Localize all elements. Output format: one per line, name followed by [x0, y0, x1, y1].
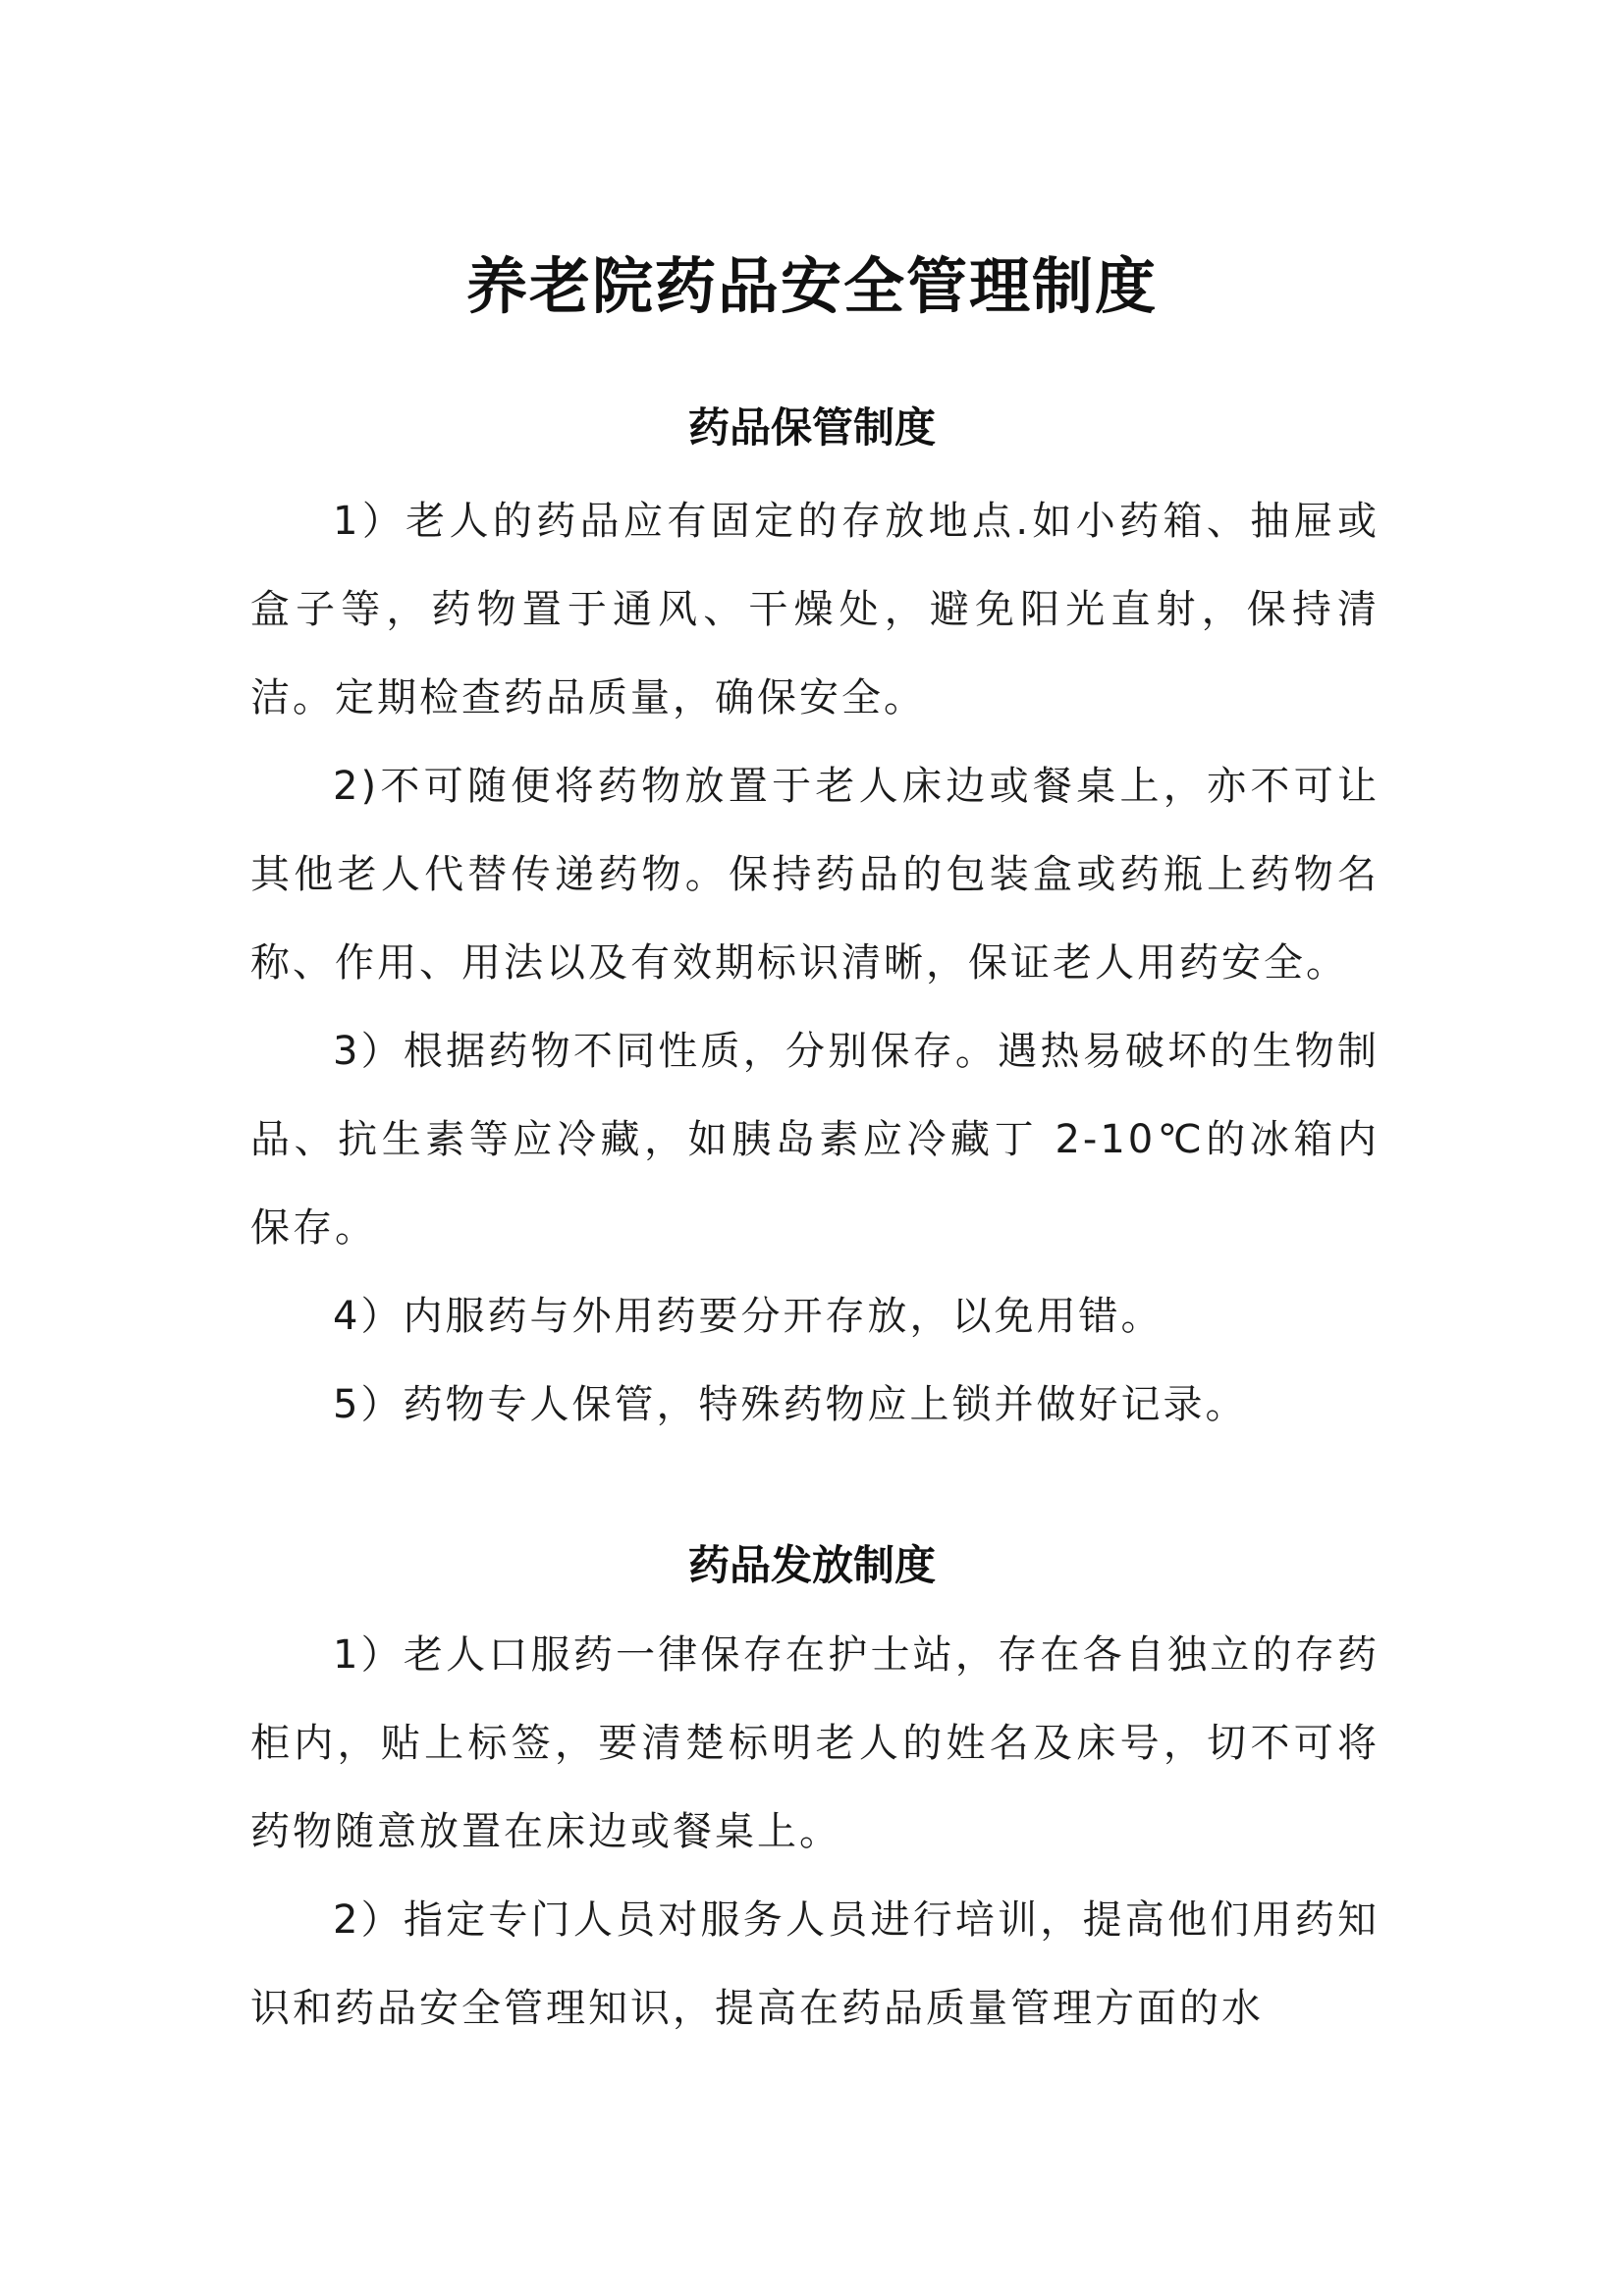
- storage-paragraph-5: 5）药物专人保管，特殊药物应上锁并做好记录。: [333, 1382, 1248, 1427]
- storage-paragraph-3: 3）根据药物不同性质，分别保存。遇热易破坏的生物制品、抗生素等应冷藏，如胰岛素应冷藏丁 2-10℃的冰箱内保存。: [250, 1029, 1380, 1251]
- storage-paragraph-4: 4）内服药与外用药要分开存放，以免用错。: [333, 1294, 1164, 1339]
- storage-paragraph-2: 2)不可随便将药物放置于老人床边或餐桌上，亦不可让其他老人代替传递药物。保持药品的包装盒或药瓶上药物名称、作用、用法以及有效期标识清晰，保证老人用药安全。: [250, 764, 1380, 986]
- dispensing-paragraph-1: 1）老人口服药一律保存在护士站，存在各自独立的存药柜内，贴上标签，要清楚标明老人的姓名及床号，切不可将药物随意放置在床边或餐桌上。: [250, 1632, 1380, 1854]
- section-heading-storage: 药品保管制度: [687, 403, 936, 452]
- storage-paragraph-1: 1）老人的药品应有固定的存放地点.如小药箱、抽屉或盒子等，药物置于通风、干燥处，避免阳光直射，保持清洁。定期检查药品质量，确保安全。: [250, 499, 1380, 721]
- dispensing-paragraph-2: 2）指定专门人员对服务人员进行培训，提高他们用药知识和药品安全管理知识，提高在药品质量管理方面的水: [250, 1897, 1380, 2031]
- section-heading-dispensing: 药品发放制度: [687, 1541, 936, 1589]
- document-title: 养老院药品安全管理制度: [465, 249, 1158, 322]
